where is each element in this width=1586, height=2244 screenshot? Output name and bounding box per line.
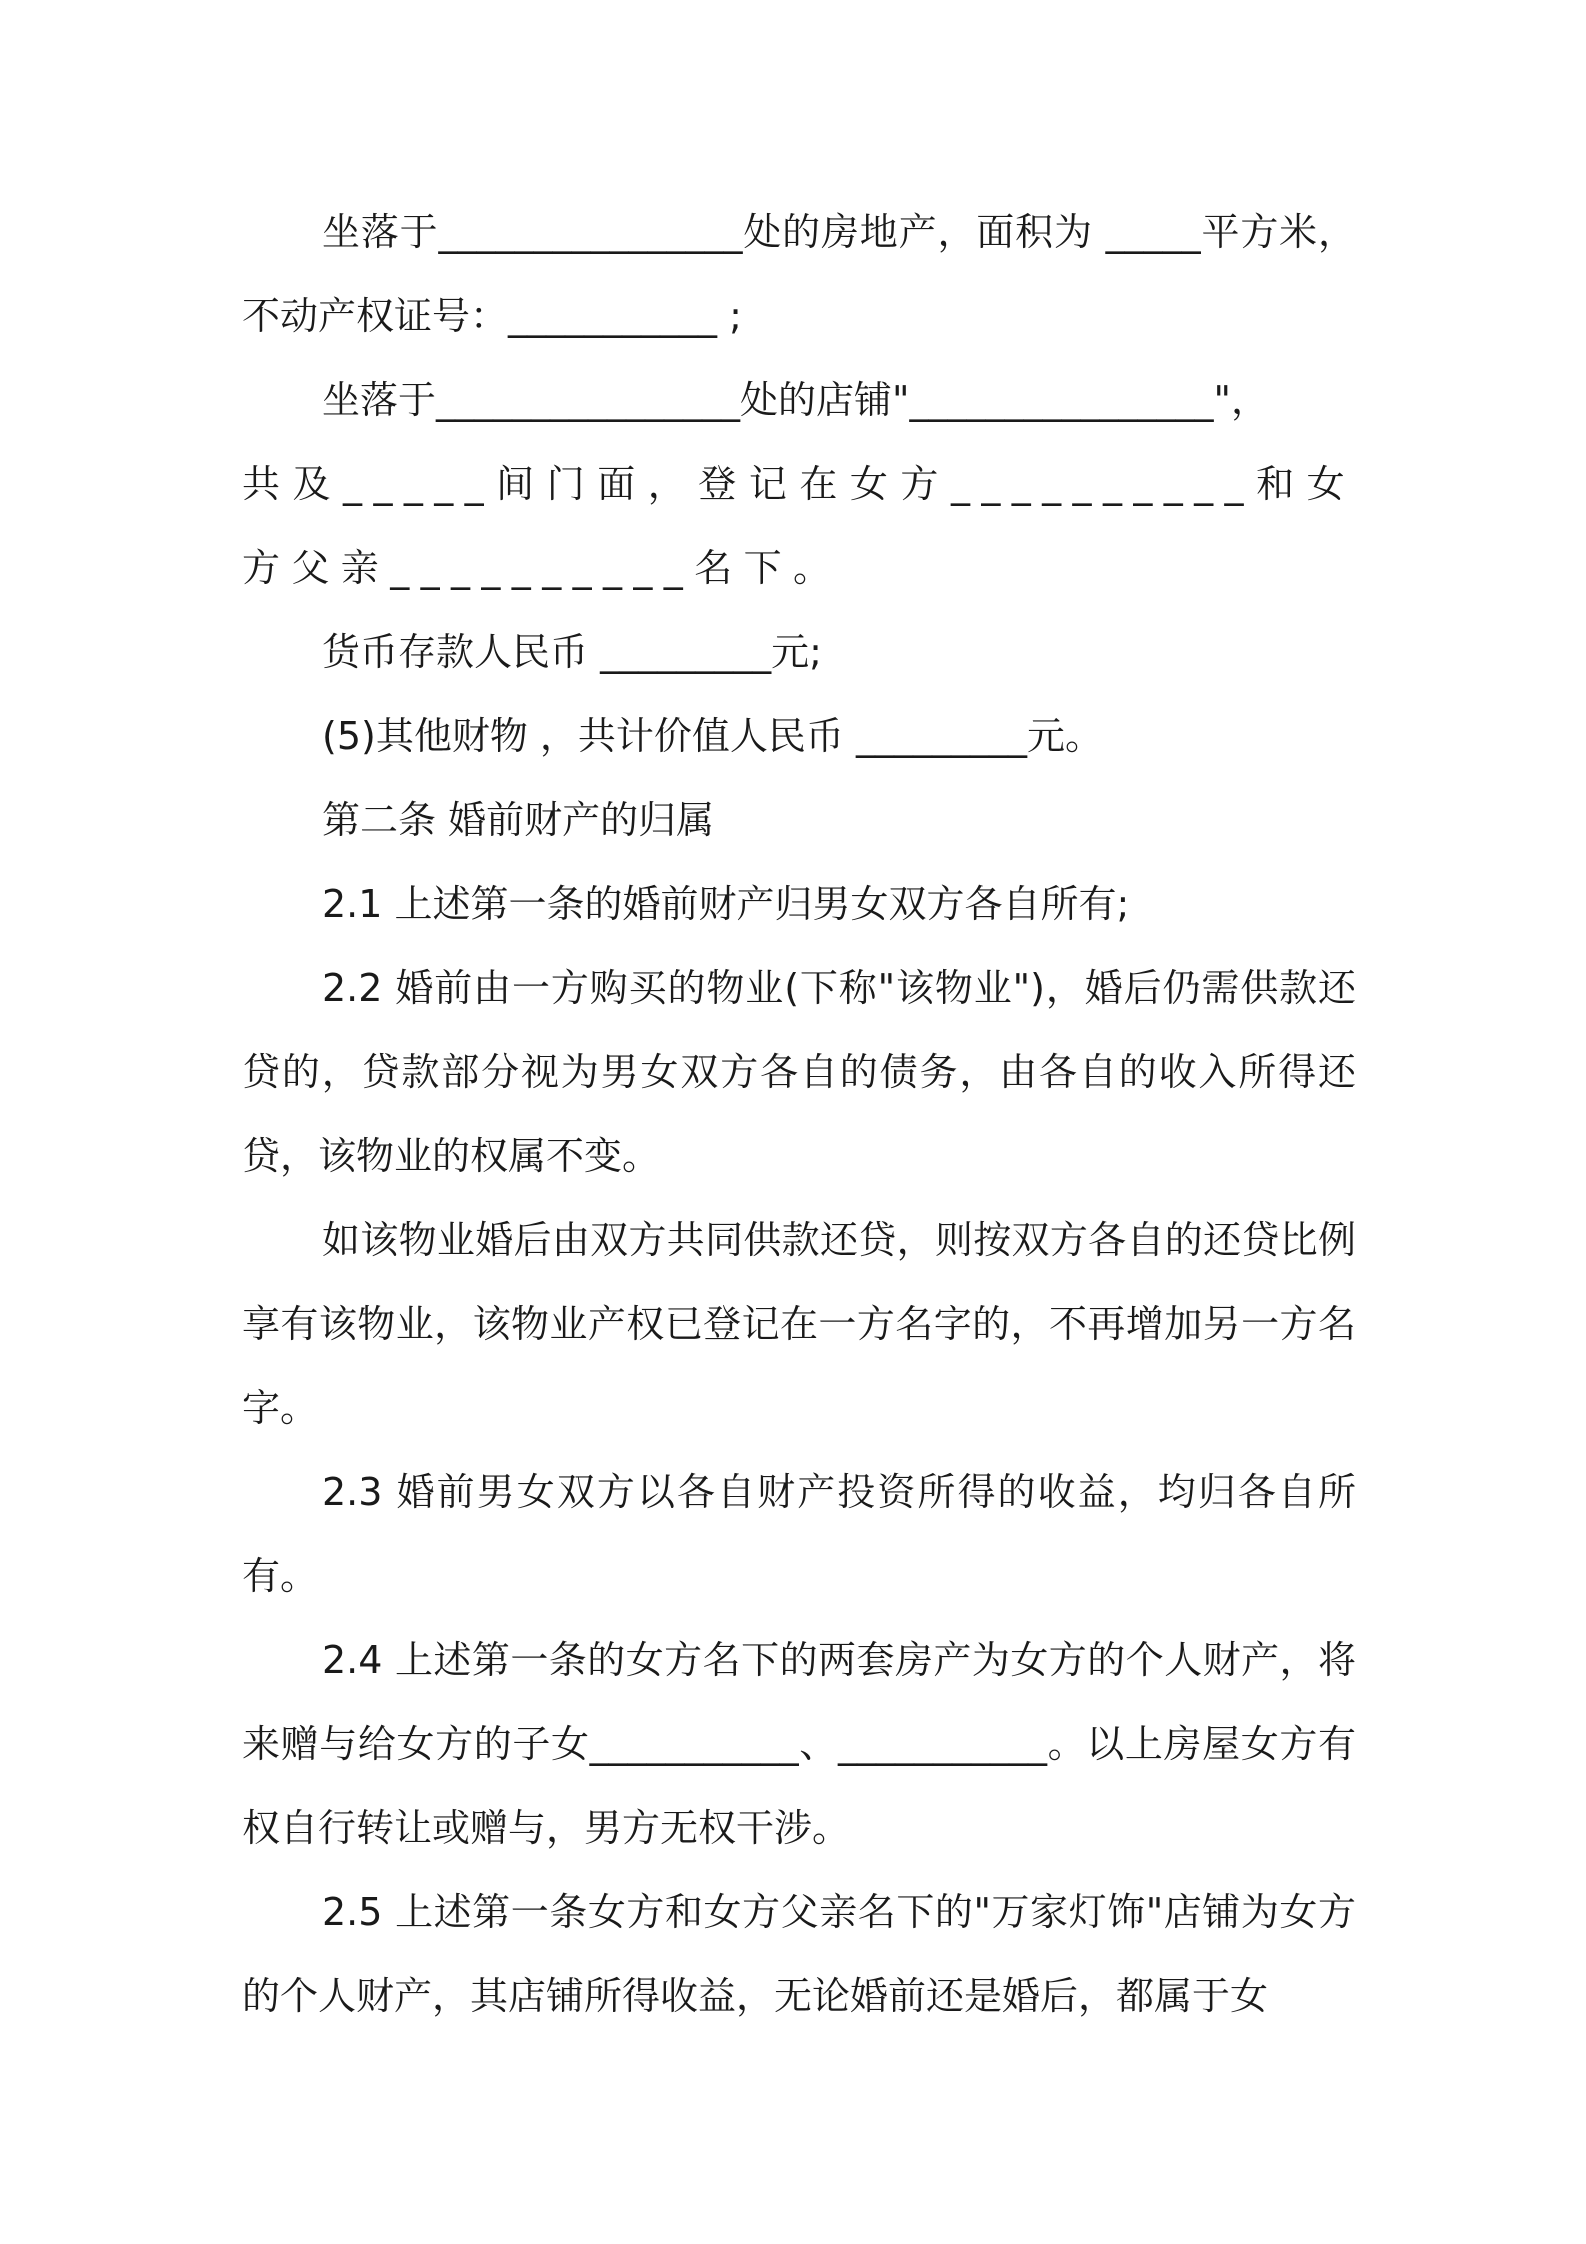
- paragraph-property-location: 坐落于________________处的房地产，面积为 _____平方米，不动产权证号：___________ ;: [242, 210, 1356, 338]
- clause-2-2: 2.2 婚前由一方购买的物业(下称"该物业")，婚后仍需供款还贷的，贷款部分视为男女双方各自的债务，由各自的收入所得还贷，该物业的权属不变。: [242, 966, 1356, 1178]
- clause-2-5: 2.5 上述第一条女方和女方父亲名下的"万家灯饰"店铺为女方的个人财产，其店铺所得收益，无论婚前还是婚后，都属于女: [242, 1890, 1356, 2018]
- document-body: [242, 190, 1356, 2038]
- paragraph-other-property: (5)其他财物 ，共计价值人民币 _________元。: [322, 714, 1103, 758]
- clause-2-4: 2.4 上述第一条的女方名下的两套房产为女方的个人财产，将来赠与给女方的子女___________、___________。以上房屋女方有权自行转让或赠与，男方无权干涉。: [242, 1638, 1356, 1850]
- clause-2-2-continued: 如该物业婚后由双方共同供款还贷，则按双方各自的还贷比例享有该物业，该物业产权已登记在一方名字的，不再增加另一方名字。: [242, 1218, 1356, 1430]
- paragraph-shop-location: 坐落于________________处的店铺"________________"，: [322, 378, 1269, 422]
- paragraph-shop-registration: 共及_____间门面，登记在女方__________和女方父亲__________名下。: [242, 462, 1356, 590]
- section-heading-article-2: 第二条 婚前财产的归属: [322, 798, 715, 842]
- clause-2-3: 2.3 婚前男女双方以各自财产投资所得的收益，均归各自所有。: [242, 1470, 1356, 1598]
- paragraph-deposit: 货币存款人民币 _________元;: [322, 630, 822, 674]
- clause-2-1: 2.1 上述第一条的婚前财产归男女双方各自所有;: [322, 882, 1130, 926]
